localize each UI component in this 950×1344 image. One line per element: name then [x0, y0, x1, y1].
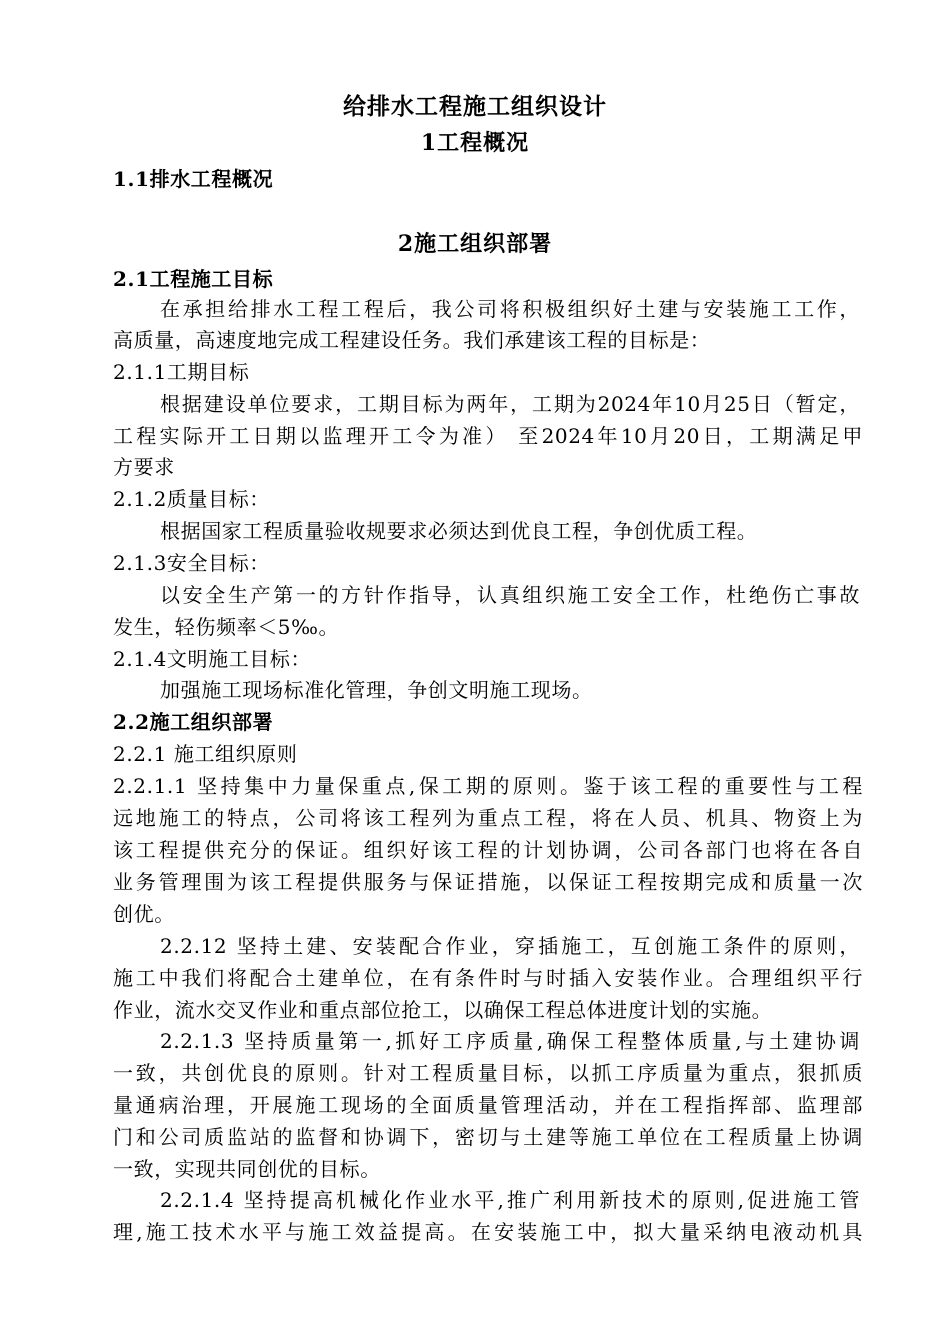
paragraph-civil: 加强施工现场标准化管理，争创文明施工现场。 — [160, 678, 593, 702]
section-heading-1: 1工程概况 — [420, 130, 530, 156]
paragraph-principle-2-line: 施工中我们将配合土建单位，在有条件时与时插入安装作业。合理组织平行 — [113, 966, 863, 990]
paragraph-period-line: 方要求 — [113, 455, 175, 479]
paragraph-period-line: 根据建设单位要求，工期目标为两年，工期为2024年10月25日（暂定， — [160, 392, 860, 416]
subsection-heading-1-1: 1.1排水工程概况 — [113, 167, 274, 191]
paragraph-principle-1-line: 该工程提供充分的保证。组织好该工程的计划协调，公司各部门也将在各自 — [113, 838, 863, 862]
paragraph-safety-line: 发生，轻伤频率＜5‰。 — [113, 615, 340, 639]
paragraph-safety-line: 以安全生产第一的方针作指导，认真组织施工安全工作，杜绝伤亡事故 — [160, 583, 860, 607]
paragraph-period-line: 工程实际开工日期以监理开工令为准） 至2024年10月20日，工期满足甲 — [113, 424, 863, 448]
subsection-heading-2-1: 2.1工程施工目标 — [113, 267, 274, 291]
document-title: 给排水工程施工组织设计 — [343, 93, 607, 120]
paragraph-principle-3-line: 2.2.1.3 坚持质量第一,抓好工序质量,确保工程整体质量,与土建协调 — [160, 1029, 860, 1053]
heading-2-1-2: 2.1.2质量目标： — [113, 487, 270, 511]
heading-2-1-3: 2.1.3安全目标： — [113, 551, 270, 575]
paragraph-principle-2-line: 2.2.12 坚持土建、安装配合作业，穿插施工，互创施工条件的原则， — [160, 934, 860, 958]
paragraph-principle-3-line: 一致，共创优良的原则。针对工程质量目标，以抓工序质量为重点，狠抓质 — [113, 1061, 863, 1085]
paragraph-principle-3-line: 门和公司质监站的监督和协调下，密切与土建等施工单位在工程质量上协调 — [113, 1125, 863, 1149]
heading-2-1-1: 2.1.1工期目标 — [113, 360, 250, 384]
paragraph-intro-line: 高质量，高速度地完成工程建设任务。我们承建该工程的目标是： — [113, 328, 711, 352]
subsection-heading-2-2: 2.2施工组织部署 — [113, 710, 274, 734]
paragraph-principle-2-line: 作业，流水交叉作业和重点部位抢工，以确保工程总体进度计划的实施。 — [113, 998, 773, 1022]
heading-2-1-4: 2.1.4文明施工目标： — [113, 647, 312, 671]
paragraph-principle-1-line: 远地施工的特点，公司将该工程列为重点工程，将在人员、机具、物资上为 — [113, 806, 863, 830]
heading-2-2-1: 2.2.1 施工组织原则 — [113, 742, 298, 766]
paragraph-intro-line: 在承担给排水工程工程后，我公司将积极组织好土建与安装施工工作， — [160, 297, 860, 321]
paragraph-principle-1-line: 业务管理围为该工程提供服务与保证措施，以保证工程按期完成和质量一次 — [113, 870, 863, 894]
paragraph-principle-1-line: 2.2.1.1 坚持集中力量保重点,保工期的原则。鉴于该工程的重要性与工程 — [113, 774, 863, 798]
paragraph-quality: 根据国家工程质量验收规要求必须达到优良工程，争创优质工程。 — [160, 519, 758, 543]
paragraph-principle-3-line: 一致，实现共同创优的目标。 — [113, 1157, 381, 1181]
section-heading-2: 2施工组织部署 — [397, 231, 553, 257]
paragraph-principle-4-line: 理,施工技术水平与施工效益提高。在安装施工中，拟大量采纳电液动机具 — [113, 1220, 863, 1244]
paragraph-principle-1-line: 创优。 — [113, 902, 175, 926]
paragraph-principle-4-line: 2.2.1.4 坚持提高机械化作业水平,推广利用新技术的原则,促进施工管 — [160, 1188, 860, 1212]
paragraph-principle-3-line: 量通病治理，开展施工现场的全面质量管理活动，并在工程指挥部、监理部 — [113, 1093, 863, 1117]
